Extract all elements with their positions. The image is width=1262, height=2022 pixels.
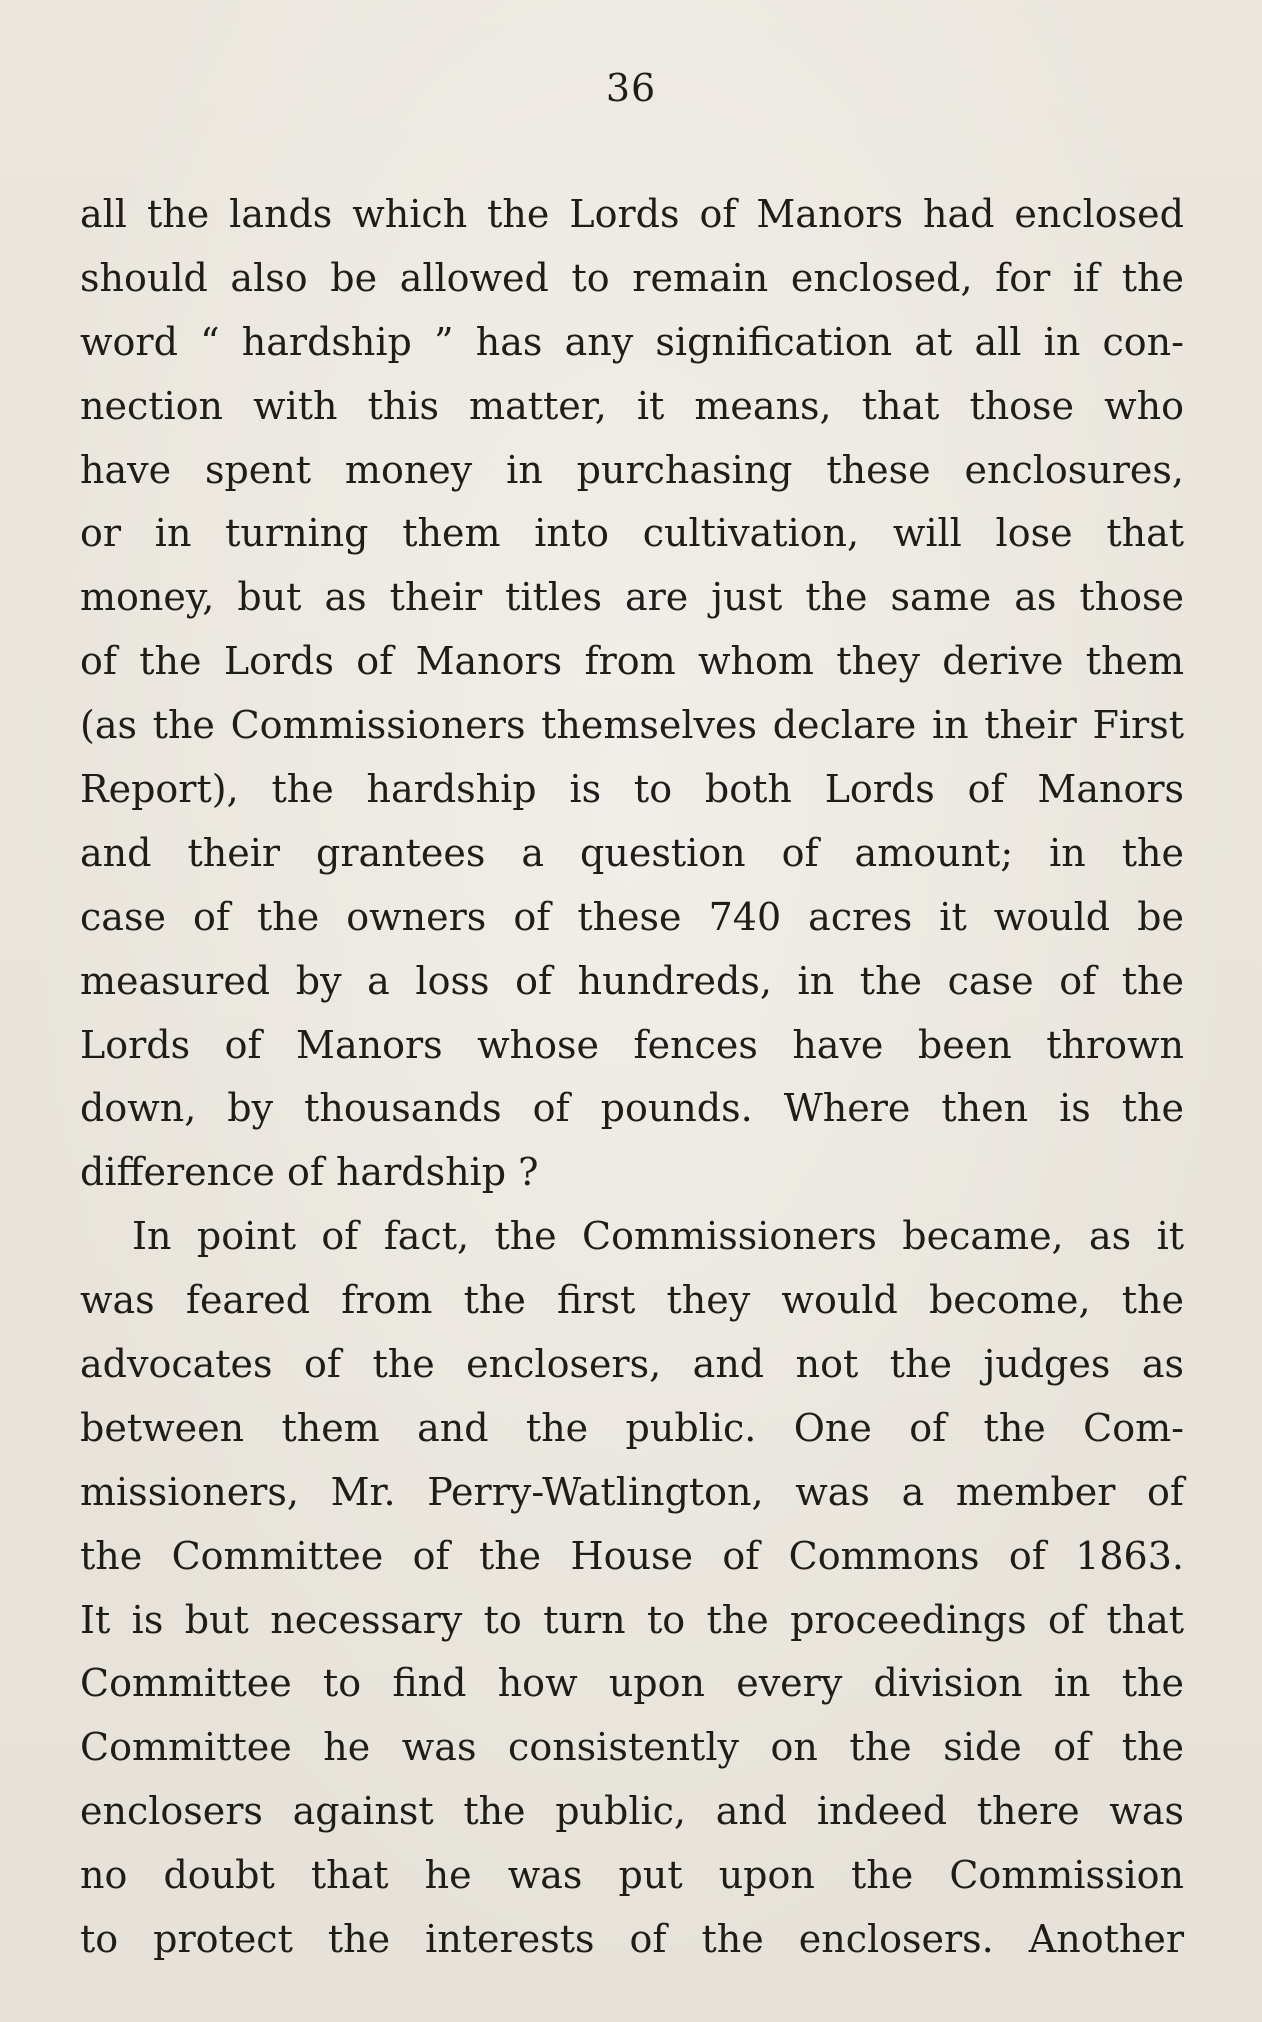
text-line: word “ hardship ” has any signification at all in con- xyxy=(80,319,1184,364)
text-line: the Committee of the House of Commons of 1863. xyxy=(80,1533,1184,1578)
text-line: nection with this matter, it means, that those who xyxy=(80,383,1184,428)
text-line: Lords of Manors whose fences have been thrown xyxy=(80,1022,1184,1067)
text-line: between them and the public. One of the Com- xyxy=(80,1405,1184,1450)
page-number: 36 xyxy=(605,66,657,110)
text-line: of the Lords of Manors from whom they derive them xyxy=(80,639,1184,684)
text-line: (as the Commissioners themselves declare in their First xyxy=(80,703,1184,748)
text-line: Committee he was consistently on the side of the xyxy=(80,1725,1184,1770)
text-line: enclosers against the public, and indeed there was xyxy=(80,1789,1184,1834)
text-line: money, but as their titles are just the same as those xyxy=(80,575,1184,620)
body-text xyxy=(80,183,1184,1972)
text-line: no doubt that he was put upon the Commission xyxy=(80,1853,1184,1898)
text-line: It is but necessary to turn to the proceedings of that xyxy=(80,1597,1184,1642)
text-line: down, by thousands of pounds. Where then is the xyxy=(80,1086,1184,1131)
text-line: should also be allowed to remain enclosed, for if the xyxy=(80,255,1184,300)
text-line: Committee to find how upon every division in the xyxy=(80,1661,1184,1706)
text-line: or in turning them into cultivation, will lose that xyxy=(80,511,1184,556)
text-line: missioners, Mr. Perry-Watlington, was a member of xyxy=(80,1469,1184,1514)
text-line: measured by a loss of hundreds, in the case of the xyxy=(80,958,1184,1003)
text-line: have spent money in purchasing these enclosures, xyxy=(80,447,1184,492)
text-line: all the lands which the Lords of Manors had enclosed xyxy=(80,192,1184,236)
text-line: advocates of the enclosers, and not the judges as xyxy=(80,1342,1184,1387)
text-line: Report), the hardship is to both Lords of Manors xyxy=(80,767,1184,812)
text-line: case of the owners of these 740 acres it would be xyxy=(80,894,1184,939)
text-line-paragraph-start: In point of fact, the Commissioners became, as it xyxy=(132,1214,1184,1259)
text-line-paragraph-end: difference of hardship ? xyxy=(80,1150,539,1195)
text-line: was feared from the first they would become, the xyxy=(80,1278,1184,1323)
text-line: to protect the interests of the enclosers. Another xyxy=(80,1917,1184,1962)
text-line: and their grantees a question of amount; in the xyxy=(80,830,1184,875)
